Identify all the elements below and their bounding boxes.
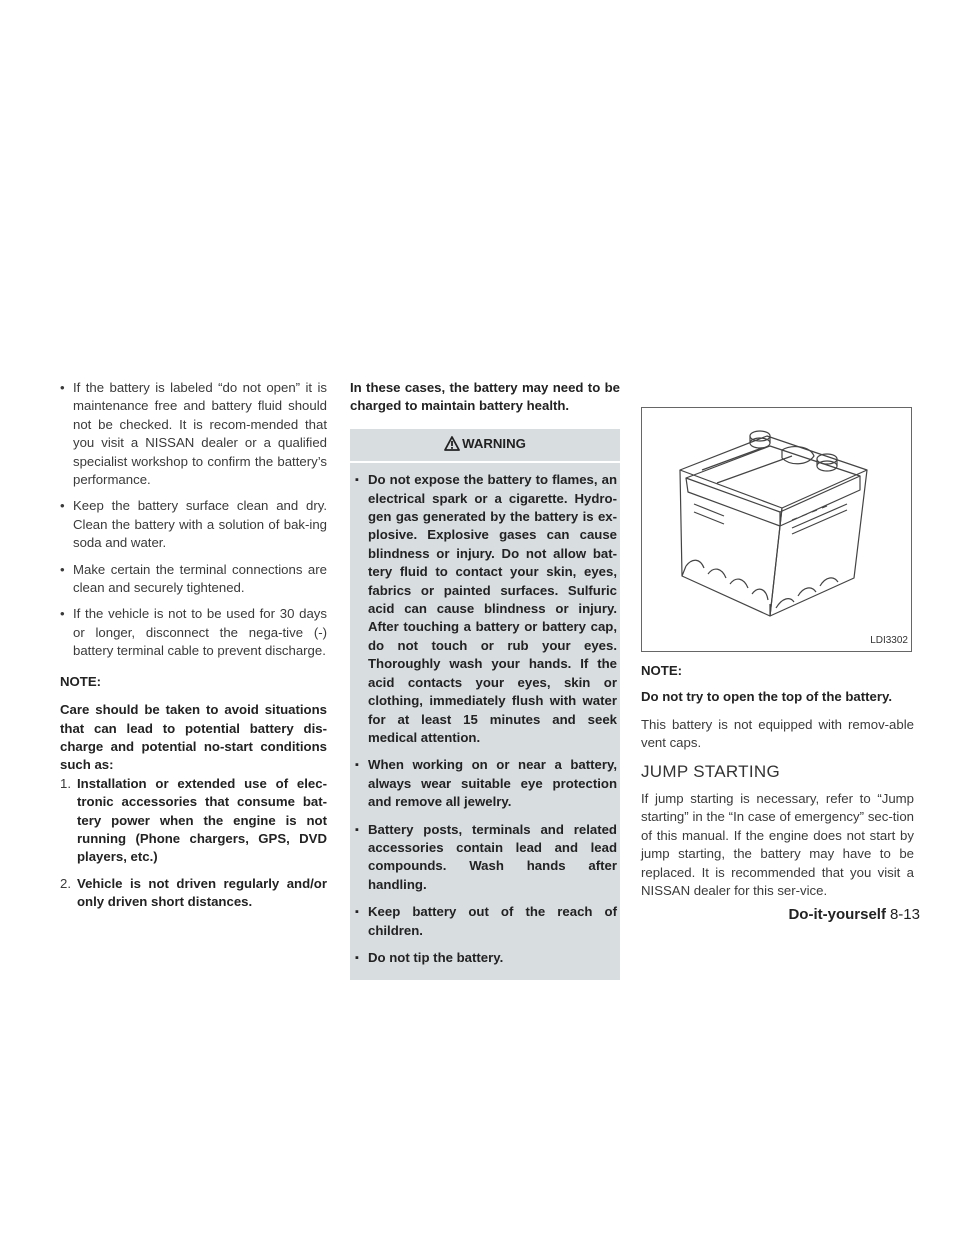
section-title: JUMP STARTING (641, 761, 780, 781)
note-heading: NOTE: (641, 663, 683, 678)
column-right (641, 407, 914, 910)
note-text: This battery is not equipped with remov-able vent caps. (641, 716, 914, 751)
column-middle (350, 379, 620, 980)
list-item: • Keep the battery surface clean and dry. Clean the battery with a solution of bak-ing soda and water. (60, 497, 327, 552)
battery-icon (642, 408, 913, 653)
page-footer (788, 906, 920, 923)
note-intro: Care should be taken to avoid situations that can lead to potential battery dis-charge and potential no-start conditions such as: (60, 702, 327, 773)
warning-box (350, 429, 620, 981)
list-item: ▪ Keep battery out of the reach of children. (355, 903, 617, 940)
item-number: 1. (60, 775, 71, 791)
note-bold: Do not try to open the top of the battery. (641, 689, 893, 705)
footer-section: Do-it-yourself (788, 906, 886, 923)
battery-illustration (641, 407, 912, 652)
numbered-list (60, 775, 327, 912)
warning-triangle-icon (444, 436, 460, 456)
warning-title: WARNING (462, 435, 526, 451)
list-item: • If the battery is labeled “do not open” it is maintenance free and battery fluid should not be checked. It is recom-mended that you visit a NISSAN dealer or a qualified specialist workshop to confirm the battery’s performance. (60, 379, 327, 489)
list-item: ▪ Do not expose the battery to flames, an electrical spark or a cigarette. Hydro-gen gas generated by the battery is ex-plosive. Explosive gases can cause blindness or injury. Do not allow bat-tery fluid to contact your skin, eyes, fabrics or painted surfaces. Sulfuric acid can cause blindness or injury. After touching a battery or battery cap, do not touch or rub your eyes. Thoroughly wash your hands. If the acid contacts your eyes, skin or clothing, immediately flush with water for at least 15 minutes and seek medical attention. (355, 471, 617, 747)
battery-care-list (60, 379, 327, 661)
warning-list (355, 471, 617, 967)
section-text: If jump starting is necessary, refer to “Jump starting” in the “In case of emergency” sec-tion of this manual. If the engine does not start by jump starting, the battery may have to be replaced. It is recommended that you visit a NISSAN dealer for this ser-vice. (641, 791, 914, 899)
warning-header (350, 429, 620, 463)
list-item: ▪ When working on or near a battery, always wear suitable eye protection and remove all jewelry. (355, 756, 617, 811)
page-number: 8-13 (889, 906, 920, 923)
item-text: Installation or extended use of elec-tronic accessories that consume bat-tery power when the engine is not running (Phone chargers, GPS, DVD players, etc.) (77, 775, 327, 865)
note-heading: NOTE: (60, 673, 102, 689)
item-text: Vehicle is not driven regularly and/or only driven short distances. (77, 875, 327, 910)
list-item: ▪ Do not tip the battery. (355, 949, 617, 967)
list-item: ▪ Battery posts, terminals and related accessories contain lead and lead compounds. Wash hands after handling. (355, 821, 617, 895)
column-left (60, 379, 327, 920)
list-item (60, 775, 327, 867)
item-number: 2. (60, 875, 71, 891)
list-item: • Make certain the terminal connections are clean and securely tightened. (60, 561, 327, 598)
list-item: • If the vehicle is not to be used for 30 days or longer, disconnect the nega-tive (-) battery terminal cable to prevent discharge. (60, 605, 327, 660)
intro-text: In these cases, the battery may need to be charged to maintain battery health. (350, 380, 620, 414)
figure-code: LDI3302 (870, 634, 908, 646)
list-item (60, 875, 327, 912)
